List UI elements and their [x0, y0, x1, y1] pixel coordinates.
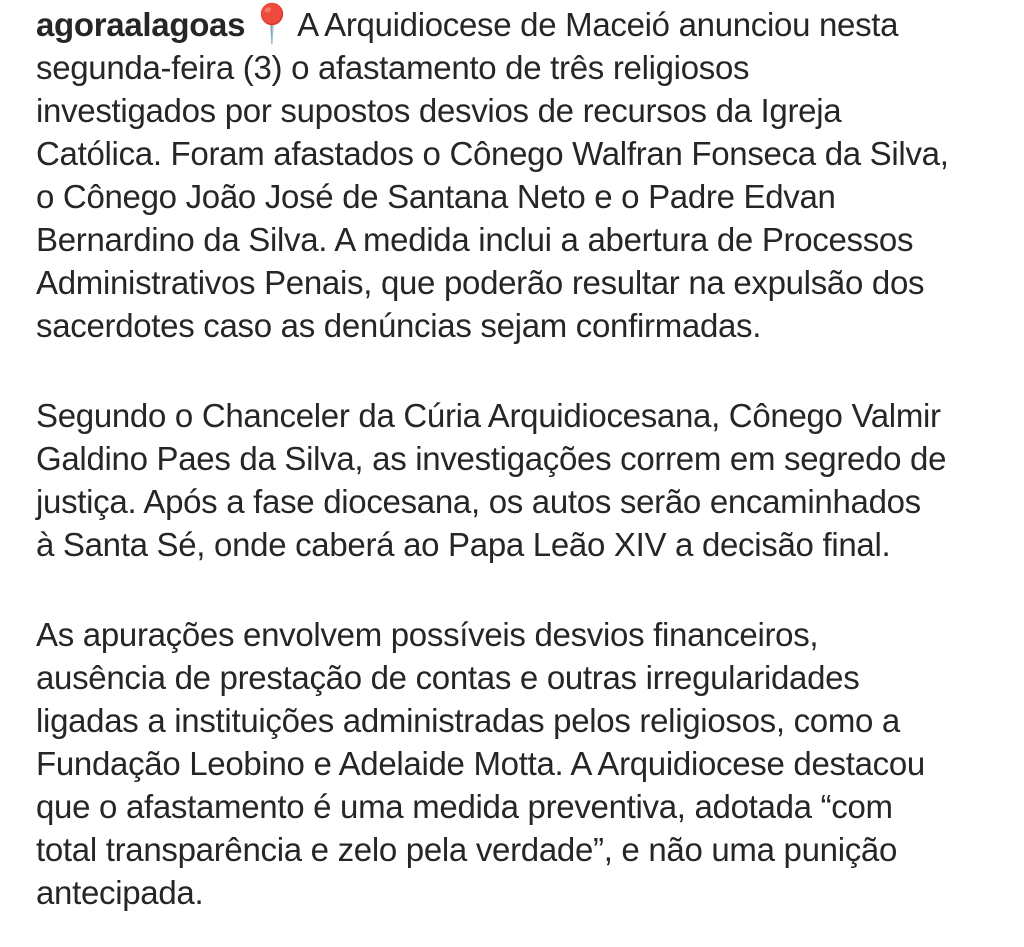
caption-line: à Santa Sé, onde caberá ao Papa Leão XIV a decisão final. — [36, 526, 891, 563]
caption-line: Bernardino da Silva. A medida inclui a abertura de Processos — [36, 221, 914, 258]
caption-line: o Cônego João José de Santana Neto e o Padre Edvan — [36, 178, 836, 215]
caption-line: Católica. Foram afastados o Cônego Walfran Fonseca da Silva, — [36, 135, 949, 172]
caption-line: sacerdotes caso as denúncias sejam confirmadas. — [36, 307, 762, 344]
caption-line: investigados por supostos desvios de recursos da Igreja — [36, 92, 842, 129]
caption-line: total transparência e zelo pela verdade”, e não uma punição — [36, 831, 898, 868]
caption-paragraph-1 — [36, 2, 994, 347]
round-pushpin-icon — [257, 2, 287, 46]
caption-line: As apurações envolvem possíveis desvios financeiros, — [36, 616, 819, 653]
caption-text: A Arquidiocese de Maceió anunciou nesta — [297, 6, 899, 43]
caption-line: segunda-feira (3) o afastamento de três religiosos — [36, 49, 750, 86]
caption-paragraph-3 — [36, 613, 994, 914]
caption-line: justiça. Após a fase diocesana, os autos serão encaminhados — [36, 483, 921, 520]
caption-line: antecipada. — [36, 874, 204, 911]
caption-line: Galdino Paes da Silva, as investigações correm em segredo de — [36, 440, 947, 477]
caption-paragraph-2 — [36, 394, 994, 566]
caption-line: Administrativos Penais, que poderão resultar na expulsão dos — [36, 264, 925, 301]
caption-line: que o afastamento é uma medida preventiva, adotada “com — [36, 788, 893, 825]
caption-line: ligadas a instituições administradas pelos religiosos, como a — [36, 702, 900, 739]
caption-line: ausência de prestação de contas e outras irregularidades — [36, 659, 860, 696]
caption-line — [36, 2, 994, 46]
username-link[interactable]: agoraalagoas — [36, 6, 246, 43]
caption-line: Segundo o Chanceler da Cúria Arquidiocesana, Cônego Valmir — [36, 397, 941, 434]
caption-line: Fundação Leobino e Adelaide Motta. A Arquidiocese destacou — [36, 745, 925, 782]
